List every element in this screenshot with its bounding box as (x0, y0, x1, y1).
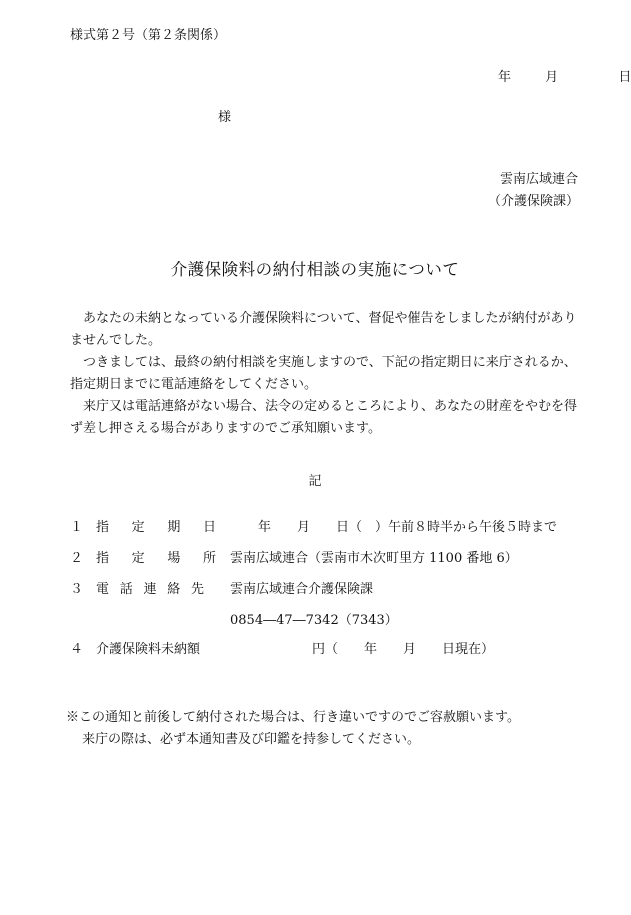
body-text (70, 308, 582, 440)
body-paragraph: 来庁又は電話連絡がない場合、法令の定めるところにより、あなたの財産をやむを得ず差し押さえる場合がありますのでご承知願います。 (70, 399, 578, 436)
addressee-suffix: 様 (218, 110, 232, 125)
item-number: ３ (70, 582, 84, 597)
date-day: 日 (618, 70, 631, 85)
note-line: 来庁の際は、必ず本通知書及び印鑑を持参してください。 (82, 732, 421, 747)
sender-dept: （介護保険課） (488, 194, 580, 209)
label-char: 定 (131, 520, 145, 535)
body-paragraph: つきましては、最終の納付相談を実施しますので、下記の指定期日に来庁されるか、指定期日までに電話連絡をしてください。 (70, 355, 577, 392)
label-char: 所 (202, 551, 216, 566)
date-year: 年 (498, 70, 512, 85)
label-char: 絡 (167, 582, 181, 597)
sender-org: 雲南広域連合 (499, 172, 578, 187)
label-char: 電 (96, 582, 110, 597)
label-char: 連 (143, 582, 157, 597)
item-label (96, 518, 216, 538)
label-char: 定 (131, 551, 145, 566)
item-value: 年 月 日（ ）午前８時半から午後５時まで (258, 520, 558, 535)
item-value: 雲南広域連合介護保険課 (230, 582, 374, 597)
item-label (96, 549, 216, 569)
item-number: １ (70, 520, 84, 535)
ki-heading: 記 (308, 474, 322, 489)
label-char: 期 (167, 520, 181, 535)
label-char: 場 (167, 551, 181, 566)
note-line: ※この通知と前後して納付された場合は、行き違いですのでご容赦願います。 (66, 710, 520, 725)
notes (66, 707, 520, 751)
sender-block (488, 170, 578, 212)
phone-number: 0854―47―7342（7343） (230, 613, 398, 628)
form-number: 様式第２号（第２条関係） (70, 28, 227, 43)
label-char: 指 (96, 551, 110, 566)
item-label (96, 580, 204, 600)
label-char: 話 (119, 582, 133, 597)
item-number: ４ (70, 642, 84, 657)
item-label: 介護保険料未納額 (96, 642, 201, 657)
item-number: ２ (70, 551, 84, 566)
document-title: 介護保険料の納付相談の実施について (170, 260, 460, 279)
body-paragraph: あなたの未納となっている介護保険料について、督促や催告をしましたが納付がありませんでした。 (70, 311, 577, 348)
label-char: 指 (96, 520, 110, 535)
item-value: 雲南広域連合（雲南市木次町里方 1100 番地 6） (230, 551, 518, 566)
label-char: 先 (190, 582, 204, 597)
label-char: 日 (202, 520, 216, 535)
date-line (498, 68, 631, 88)
date-month: 月 (545, 70, 559, 85)
item-value: 円（ 年 月 日現在） (312, 642, 495, 657)
